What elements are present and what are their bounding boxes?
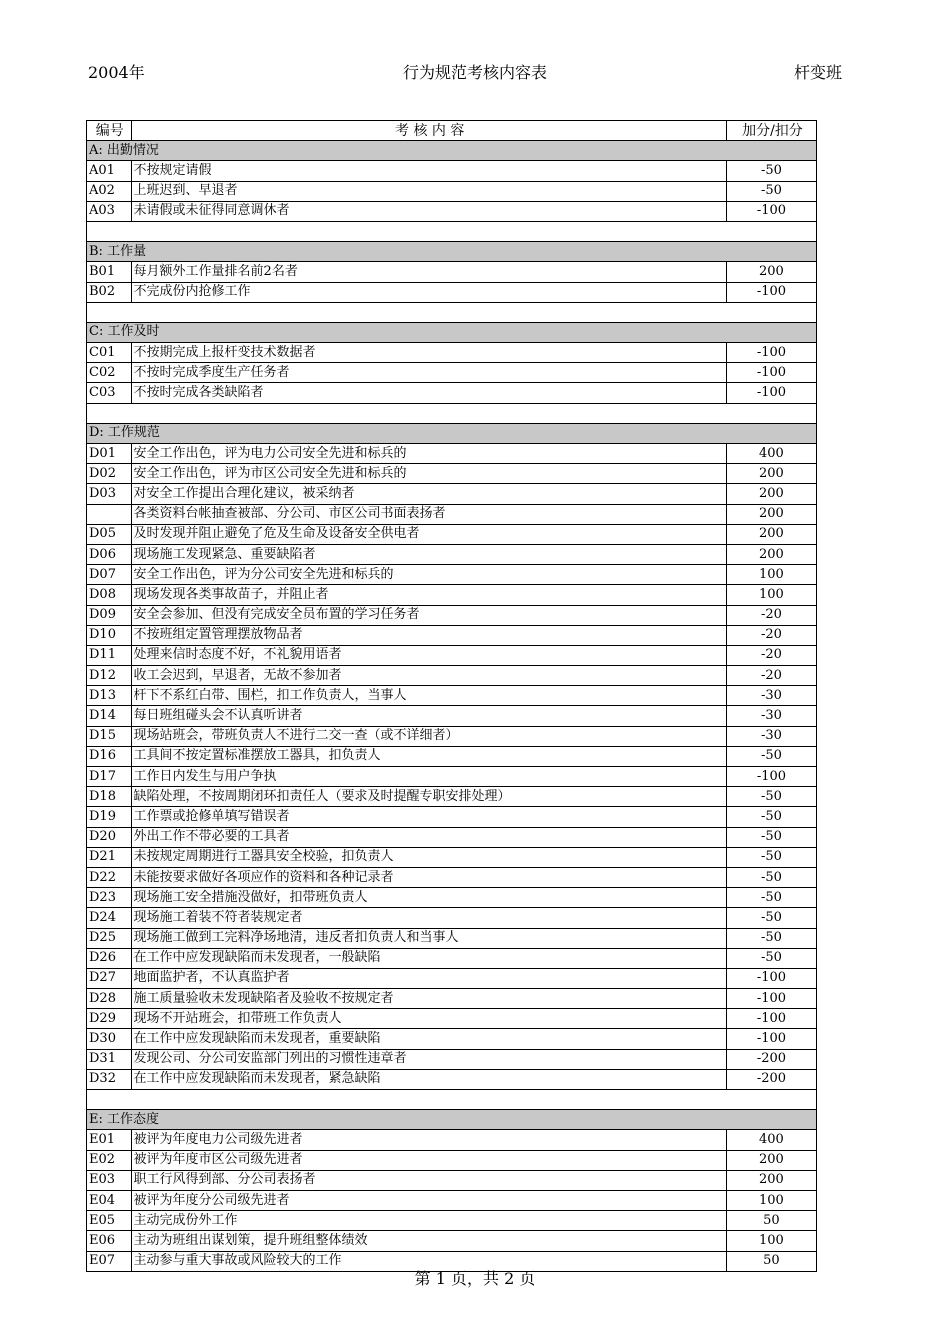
item-content: 不按时完成季度生产任务者	[131, 363, 726, 383]
item-code: D07	[87, 565, 132, 585]
item-code: C02	[87, 363, 132, 383]
page-number: 第 1 页，共 2 页	[414, 1269, 536, 1288]
table-row	[87, 645, 817, 665]
item-score: -50	[726, 161, 816, 181]
item-score: 200	[726, 1170, 816, 1190]
item-code: D18	[87, 787, 132, 807]
table-row	[87, 383, 817, 403]
item-score: -50	[726, 807, 816, 827]
spacer-cell	[87, 1090, 817, 1110]
table-row	[87, 908, 817, 928]
item-code: D23	[87, 888, 132, 908]
item-score: 100	[726, 585, 816, 605]
table-row	[87, 726, 817, 746]
item-content: 工作日内发生与用户争执	[131, 767, 726, 787]
item-code: E06	[87, 1231, 132, 1251]
item-score: -20	[726, 645, 816, 665]
item-score: 200	[726, 524, 816, 544]
item-code: E01	[87, 1130, 132, 1150]
item-score: 200	[726, 484, 816, 504]
item-score: -200	[726, 1069, 816, 1089]
item-score: -30	[726, 706, 816, 726]
item-score: -50	[726, 867, 816, 887]
item-content: 未能按要求做好各项应作的资料和各种记录者	[131, 867, 726, 887]
item-content: 安全工作出色，评为电力公司安全先进和标兵的	[131, 444, 726, 464]
item-score: 100	[726, 1190, 816, 1210]
item-content: 不按规定请假	[131, 161, 726, 181]
item-content: 现场施工发现紧急、重要缺陷者	[131, 544, 726, 564]
item-content: 现场站班会，带班负责人不进行二交一查（或不详细者）	[131, 726, 726, 746]
item-score: 100	[726, 565, 816, 585]
item-code: E07	[87, 1251, 132, 1271]
table-row	[87, 343, 817, 363]
section-header-row	[87, 242, 817, 262]
table-row	[87, 1130, 817, 1150]
item-code: D19	[87, 807, 132, 827]
item-content: 被评为年度分公司级先进者	[131, 1190, 726, 1210]
item-score: 200	[726, 1150, 816, 1170]
table-row	[87, 484, 817, 504]
item-content: 工具间不按定置标准摆放工器具，扣负责人	[131, 746, 726, 766]
column-header-code: 编号	[87, 121, 132, 141]
section-title: A: 出勤情况	[87, 141, 817, 161]
item-code: D08	[87, 585, 132, 605]
item-content: 发现公司、分公司安监部门列出的习惯性违章者	[131, 1049, 726, 1069]
table-row	[87, 827, 817, 847]
item-content: 施工质量验收未发现缺陷者及验收不按规定者	[131, 989, 726, 1009]
item-content: 杆下不系红白带、围栏，扣工作负责人，当事人	[131, 686, 726, 706]
table-row	[87, 767, 817, 787]
item-content: 安全会参加、但没有完成安全员布置的学习任务者	[131, 605, 726, 625]
item-content: 缺陷处理，不按周期闭环扣责任人（要求及时提醒专职安排处理）	[131, 787, 726, 807]
section-header-row	[87, 141, 817, 161]
item-content: 未按规定周期进行工器具安全校验，扣负责人	[131, 847, 726, 867]
item-score: -100	[726, 383, 816, 403]
header-year: 2004年	[88, 63, 145, 82]
item-content: 未请假或未征得同意调休者	[131, 201, 726, 221]
item-content: 工作票或抢修单填写错误者	[131, 807, 726, 827]
item-score: -50	[726, 787, 816, 807]
table-row	[87, 201, 817, 221]
item-code: A03	[87, 201, 132, 221]
item-content: 现场发现各类事故苗子，并阻止者	[131, 585, 726, 605]
item-content: 不按期完成上报杆变技术数据者	[131, 343, 726, 363]
assessment-table	[86, 120, 817, 1272]
item-content: 职工行风得到部、分公司表扬者	[131, 1170, 726, 1190]
item-code: D22	[87, 867, 132, 887]
item-score: -200	[726, 1049, 816, 1069]
item-score: -50	[726, 888, 816, 908]
table-row	[87, 504, 817, 524]
table-row	[87, 282, 817, 302]
table-row	[87, 1190, 817, 1210]
item-code: D02	[87, 464, 132, 484]
table-body	[87, 141, 817, 1272]
table-row	[87, 948, 817, 968]
header-team: 杆变班	[793, 63, 842, 82]
table-row	[87, 1009, 817, 1029]
item-content: 收工会迟到，早退者，无故不参加者	[131, 666, 726, 686]
spacer-row	[87, 302, 817, 322]
item-content: 外出工作不带必要的工具者	[131, 827, 726, 847]
item-score: -50	[726, 948, 816, 968]
table-row	[87, 706, 817, 726]
item-content: 现场施工安全措施没做好，扣带班负责人	[131, 888, 726, 908]
item-code: D21	[87, 847, 132, 867]
item-score: -100	[726, 363, 816, 383]
table-row	[87, 1069, 817, 1089]
item-content: 主动完成份外工作	[131, 1211, 726, 1231]
item-score: -100	[726, 201, 816, 221]
table-row	[87, 807, 817, 827]
item-content: 地面监护者，不认真监护者	[131, 968, 726, 988]
page-title: 行为规范考核内容表	[402, 63, 547, 82]
item-score: 400	[726, 444, 816, 464]
item-content: 不按班组定置管理摆放物品者	[131, 625, 726, 645]
spacer-cell	[87, 403, 817, 423]
spacer-cell	[87, 221, 817, 241]
item-content: 处理来信时态度不好，不礼貌用语者	[131, 645, 726, 665]
item-score: -30	[726, 686, 816, 706]
item-code: B01	[87, 262, 132, 282]
item-content: 每月额外工作量排名前2名者	[131, 262, 726, 282]
item-code: E05	[87, 1211, 132, 1231]
item-score: 200	[726, 504, 816, 524]
item-code: D12	[87, 666, 132, 686]
item-code: D10	[87, 625, 132, 645]
item-score: -100	[726, 282, 816, 302]
item-code: D01	[87, 444, 132, 464]
item-code: D17	[87, 767, 132, 787]
item-code: D05	[87, 524, 132, 544]
table-row	[87, 1231, 817, 1251]
table-row	[87, 1029, 817, 1049]
item-score: -20	[726, 625, 816, 645]
item-code: D16	[87, 746, 132, 766]
table-row	[87, 686, 817, 706]
table-row	[87, 181, 817, 201]
item-score: -50	[726, 847, 816, 867]
item-code: D15	[87, 726, 132, 746]
item-content: 现场施工做到工完料净场地清，违反者扣负责人和当事人	[131, 928, 726, 948]
section-title: B: 工作量	[87, 242, 817, 262]
table-row	[87, 847, 817, 867]
item-code: D24	[87, 908, 132, 928]
item-score: -20	[726, 605, 816, 625]
item-score: -100	[726, 1029, 816, 1049]
spacer-row	[87, 1090, 817, 1110]
item-score: 400	[726, 1130, 816, 1150]
item-score: 200	[726, 262, 816, 282]
table-row	[87, 1211, 817, 1231]
item-score: -20	[726, 666, 816, 686]
item-code: D13	[87, 686, 132, 706]
item-content: 被评为年度市区公司级先进者	[131, 1150, 726, 1170]
section-title: D: 工作规范	[87, 423, 817, 443]
section-header-row	[87, 1110, 817, 1130]
table-row	[87, 544, 817, 564]
item-score: -100	[726, 343, 816, 363]
table-row	[87, 524, 817, 544]
item-content: 在工作中应发现缺陷而未发现者，重要缺陷	[131, 1029, 726, 1049]
item-score: 50	[726, 1251, 816, 1271]
item-content: 每日班组碰头会不认真听讲者	[131, 706, 726, 726]
item-content: 现场不开站班会，扣带班工作负责人	[131, 1009, 726, 1029]
table-row	[87, 161, 817, 181]
item-content: 主动为班组出谋划策，提升班组整体绩效	[131, 1231, 726, 1251]
item-score: -100	[726, 1009, 816, 1029]
item-score: -30	[726, 726, 816, 746]
item-content: 在工作中应发现缺陷而未发现者，紧急缺陷	[131, 1069, 726, 1089]
spacer-row	[87, 403, 817, 423]
item-code: D26	[87, 948, 132, 968]
spacer-row	[87, 221, 817, 241]
item-code	[87, 504, 132, 524]
table-row	[87, 666, 817, 686]
table-row	[87, 787, 817, 807]
item-content: 安全工作出色，评为分公司安全先进和标兵的	[131, 565, 726, 585]
table-row	[87, 1049, 817, 1069]
table-row	[87, 363, 817, 383]
item-content: 不完成份内抢修工作	[131, 282, 726, 302]
section-header-row	[87, 322, 817, 342]
item-score: 200	[726, 544, 816, 564]
item-code: D31	[87, 1049, 132, 1069]
section-header-row	[87, 423, 817, 443]
item-content: 安全工作出色，评为市区公司安全先进和标兵的	[131, 464, 726, 484]
item-code: C01	[87, 343, 132, 363]
item-content: 及时发现并阻止避免了危及生命及设备安全供电者	[131, 524, 726, 544]
item-content: 被评为年度电力公司级先进者	[131, 1130, 726, 1150]
item-code: D30	[87, 1029, 132, 1049]
item-code: A01	[87, 161, 132, 181]
item-score: 200	[726, 464, 816, 484]
item-code: D11	[87, 645, 132, 665]
item-code: D06	[87, 544, 132, 564]
item-score: -50	[726, 928, 816, 948]
item-code: D25	[87, 928, 132, 948]
item-code: D29	[87, 1009, 132, 1029]
item-content: 不按时完成各类缺陷者	[131, 383, 726, 403]
spacer-cell	[87, 302, 817, 322]
item-code: C03	[87, 383, 132, 403]
item-score: -100	[726, 767, 816, 787]
table-row	[87, 605, 817, 625]
table-row	[87, 262, 817, 282]
table-row	[87, 444, 817, 464]
section-title: E: 工作态度	[87, 1110, 817, 1130]
table-row	[87, 585, 817, 605]
table-row	[87, 1150, 817, 1170]
item-content: 主动参与重大事故或风险较大的工作	[131, 1251, 726, 1271]
item-content: 现场施工着装不符者装规定者	[131, 908, 726, 928]
item-code: B02	[87, 282, 132, 302]
table-row	[87, 888, 817, 908]
item-content: 各类资料台帐抽查被部、分公司、市区公司书面表扬者	[131, 504, 726, 524]
item-score: -100	[726, 968, 816, 988]
table-row	[87, 565, 817, 585]
item-code: D20	[87, 827, 132, 847]
item-score: -50	[726, 746, 816, 766]
item-code: D32	[87, 1069, 132, 1089]
item-score: -50	[726, 181, 816, 201]
item-code: D14	[87, 706, 132, 726]
table-row	[87, 928, 817, 948]
item-code: E04	[87, 1190, 132, 1210]
item-code: D03	[87, 484, 132, 504]
column-header-content: 考 核 内 容	[131, 121, 726, 141]
item-code: D09	[87, 605, 132, 625]
table-row	[87, 746, 817, 766]
table-row	[87, 867, 817, 887]
item-code: E03	[87, 1170, 132, 1190]
table-row	[87, 989, 817, 1009]
table-row	[87, 464, 817, 484]
item-score: -50	[726, 908, 816, 928]
table-row	[87, 1170, 817, 1190]
table-header-row	[87, 121, 817, 141]
table-row	[87, 968, 817, 988]
table-row	[87, 625, 817, 645]
section-title: C: 工作及时	[87, 322, 817, 342]
item-score: -50	[726, 827, 816, 847]
item-code: D27	[87, 968, 132, 988]
item-content: 在工作中应发现缺陷而未发现者，一般缺陷	[131, 948, 726, 968]
item-code: D28	[87, 989, 132, 1009]
item-content: 对安全工作提出合理化建议，被采纳者	[131, 484, 726, 504]
item-code: A02	[87, 181, 132, 201]
item-content: 上班迟到、早退者	[131, 181, 726, 201]
item-code: E02	[87, 1150, 132, 1170]
item-score: 50	[726, 1211, 816, 1231]
item-score: -100	[726, 989, 816, 1009]
column-header-score: 加分/扣分	[726, 121, 816, 141]
item-score: 100	[726, 1231, 816, 1251]
